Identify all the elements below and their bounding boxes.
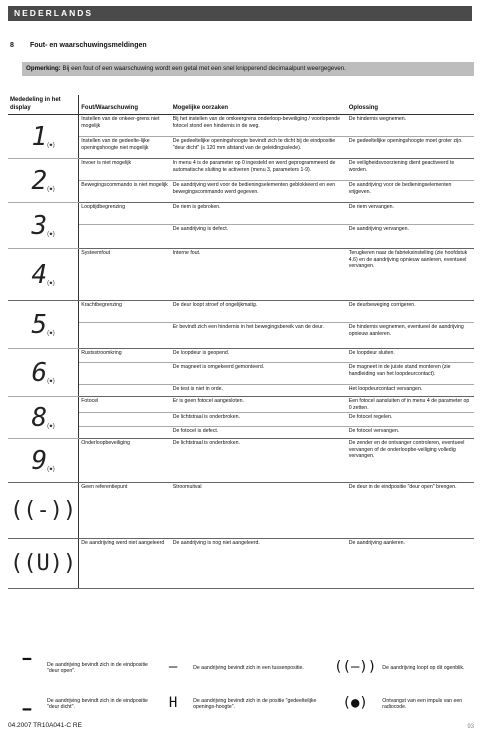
display-symbol-glyph: 4 — [31, 259, 48, 290]
table-row — [8, 363, 474, 385]
cell-fault: Instellen van de onkeer-grens niet mogelijk — [79, 115, 171, 137]
display-symbol — [8, 159, 79, 203]
display-symbol — [8, 301, 79, 349]
legend-text: De aandrijving bevindt zich in de eindpositie "deur open". — [47, 661, 148, 674]
cell-solution: De magneet in de juiste stand monteren (zie handleiding van het loopdeurcontact). — [347, 363, 474, 385]
display-symbol — [8, 349, 79, 397]
blinking-dot-icon: (●) — [47, 231, 55, 237]
table-row — [8, 539, 474, 589]
cell-fault: Onderloopbeveiliging — [79, 439, 171, 483]
cell-solution: De aandrijving vervangen. — [347, 225, 474, 249]
display-symbol-glyph: ((-)) — [10, 497, 77, 523]
cell-solution: De aandrijving voor de bedieningselementen vrijgeven. — [347, 181, 474, 203]
section-number: 8 — [10, 42, 14, 49]
blinking-dot-icon: (●) — [47, 280, 55, 286]
legend-table — [10, 650, 472, 722]
table-row — [8, 439, 474, 483]
display-symbol — [8, 439, 79, 483]
cell-fault — [79, 427, 171, 439]
cell-fault — [79, 225, 171, 249]
cell-solution: De deurbeweging corrigeren. — [347, 301, 474, 323]
legend-text: De aandrijving bevindt zich in de positie "gedeeltelijke openings-hoogte". — [193, 697, 317, 710]
cell-cause: Er bevindt zich een hindernis in het bewegingsbereik van de deur. — [171, 323, 347, 349]
cell-fault: De aandrijving werd niet aangeleerd — [79, 539, 171, 589]
legend-text: Ontvangst van een impuls van een radiocode. — [382, 697, 463, 710]
table-row — [8, 349, 474, 363]
display-symbol-glyph: 3 — [31, 210, 48, 241]
table-row — [8, 323, 474, 349]
display-symbol — [8, 483, 79, 539]
blinking-dot-icon: (●) — [47, 186, 55, 192]
cell-fault: Looptijdbegrenzing — [79, 203, 171, 225]
legend-symbol: – — [168, 659, 178, 676]
display-symbol-glyph: ((U)) — [10, 550, 77, 576]
blinking-dot-icon: (●) — [47, 423, 55, 429]
blinking-dot-icon: (●) — [47, 378, 55, 384]
blinking-dot-icon: (●) — [47, 466, 55, 472]
col-display: Mededeling in het display — [8, 95, 79, 115]
cell-solution: De fotocel vervangen. — [347, 427, 474, 439]
legend-symbol: ▁ — [22, 695, 32, 712]
note-box — [22, 62, 474, 76]
table-row — [8, 413, 474, 427]
cell-solution: Terugkeren naar de fabrieksinstelling (zie hoofdstuk 4.6) en de aandrijving opnieuw aanleren, eventueel vervangen. — [347, 249, 474, 301]
cell-cause: De loopdeur is geopend. — [171, 349, 347, 363]
note-label: Opmerking: — [26, 65, 61, 72]
cell-fault: Invoer is niet mogelijk — [79, 159, 171, 181]
table-row — [8, 397, 474, 413]
cell-fault — [79, 363, 171, 385]
cell-fault: Rustsstroomkring — [79, 349, 171, 363]
display-symbol-glyph: 1 — [31, 121, 48, 152]
display-symbol — [8, 539, 79, 589]
table-row — [8, 225, 474, 249]
table-row — [8, 203, 474, 225]
cell-cause: Interne fout. — [171, 249, 347, 301]
cell-cause: Bij het instellen van de omkeergrens onderloop-beveiliging / voorlopende fotocel stond een hindernis in de weg. — [171, 115, 347, 137]
section-title: Fout- en waarschuwingsmeldingen — [29, 42, 147, 49]
display-symbol — [8, 203, 79, 249]
cell-solution: De deur in de eindpositie "deur open" brengen. — [347, 483, 474, 539]
legend-text: De aandrijving bevindt zich in de eindpositie "deur dicht". — [47, 697, 148, 710]
note-text: Bij een fout of een waarschuwing wordt een getal met een snel knipperend decimaalpunt weergegeven. — [62, 65, 346, 72]
cell-solution: De zender en de ontvanger controleren, eventueel vervangen of de onderloopbe-veiliging volledig vervangen. — [347, 439, 474, 483]
legend-row — [10, 686, 472, 722]
cell-fault: Systeemfout — [79, 249, 171, 301]
cell-cause: De magneet is omgekeerd gemonteerd. — [171, 363, 347, 385]
section-heading — [10, 42, 147, 49]
display-symbol-glyph: 9 — [31, 445, 48, 476]
cell-solution: De hindernis wegnemen. — [347, 115, 474, 137]
legend-row — [10, 650, 472, 686]
cell-cause: De lichtstraal is onderbroken. — [171, 439, 347, 483]
table-row — [8, 385, 474, 397]
cell-cause: De riem is gebroken. — [171, 203, 347, 225]
legend-symbol: ((–)) — [334, 659, 377, 676]
table-row — [8, 181, 474, 203]
cell-fault: Geen referentiepunt — [79, 483, 171, 539]
display-symbol-glyph: 2 — [31, 165, 48, 196]
display-symbol-glyph: 5 — [31, 309, 48, 340]
cell-fault: Instellen van de gedeelte-lijke openingshoogte niet mogelijk — [79, 137, 171, 159]
blinking-dot-icon: (●) — [47, 142, 55, 148]
cell-cause: De aandrijving werd voor de bedieningselementen geblokkeerd en een bewegingscommando werd gegeven. — [171, 181, 347, 203]
cell-cause: De fotocel is defect. — [171, 427, 347, 439]
cell-cause: De aandrijving is nog niet aangeleerd. — [171, 539, 347, 589]
page-number: 93 — [467, 724, 474, 730]
cell-cause: Er is geen fotocel aangesloten. — [171, 397, 347, 413]
cell-solution: De aandrijving aanleren. — [347, 539, 474, 589]
language-header: NEDERLANDS — [8, 6, 472, 21]
cell-solution: Een fotocel aansluiten of in menu 4 de parameter op 0 zetten. — [347, 397, 474, 413]
cell-cause: De test is niet in orde. — [171, 385, 347, 397]
display-symbol — [8, 249, 79, 301]
cell-solution: De riem vervangen. — [347, 203, 474, 225]
cell-cause: Stroomuitval — [171, 483, 347, 539]
legend-text: De aandrijving loopt op dit ogenblik. — [382, 664, 465, 671]
cell-cause: In menu 4 is de parameter op 0 ingesteld en werd geprogrammeerd de automatische sluiting te activeren (menu 3, parameters 1-9). — [171, 159, 347, 181]
col-solution: Oplossing — [347, 95, 474, 115]
table-row — [8, 301, 474, 323]
display-symbol-glyph: 8 — [31, 402, 48, 433]
legend-symbol: H — [168, 695, 178, 712]
table-row — [8, 159, 474, 181]
col-fault: Fout/Waarschuwing — [79, 95, 171, 115]
cell-fault: Krachtbegrenzing — [79, 301, 171, 323]
cell-solution: Het loopdeurcontact vervangen. — [347, 385, 474, 397]
cell-fault: Bewegingscommando is niet mogelijk — [79, 181, 171, 203]
cell-cause: De gedeeltelijke openingshoogte bevindt zich te dicht bij de eindpositie "deur dicht" (≤ 120 mm afstand van de geleidingsslede). — [171, 137, 347, 159]
fault-table — [8, 95, 474, 589]
legend-symbol: ▔ — [22, 659, 32, 676]
table-row — [8, 427, 474, 439]
cell-cause: De deur loopt stroef of ongelijkmatig. — [171, 301, 347, 323]
display-symbol-glyph: 6 — [31, 357, 48, 388]
table-row — [8, 137, 474, 159]
legend-symbol: (●) — [342, 695, 368, 712]
cell-solution: De loopdeur sluiten. — [347, 349, 474, 363]
footer-doc-id: 04.2007 TR10A041-C RE — [8, 722, 82, 729]
cell-fault: Fotocel — [79, 397, 171, 413]
cell-fault — [79, 385, 171, 397]
cell-fault — [79, 413, 171, 427]
display-symbol — [8, 115, 79, 159]
table-row — [8, 483, 474, 539]
cell-cause: De aandrijving is defect. — [171, 225, 347, 249]
table-row — [8, 115, 474, 137]
cell-cause: De lichtstraal is onderbroken. — [171, 413, 347, 427]
cell-solution: De hindernis wegnemen, eventueel de aandrijving opnieuw aanleren. — [347, 323, 474, 349]
col-cause: Mogelijke oorzaken — [171, 95, 347, 115]
cell-solution: De fotocel regelen. — [347, 413, 474, 427]
table-row — [8, 249, 474, 301]
display-symbol — [8, 397, 79, 439]
cell-fault — [79, 323, 171, 349]
cell-solution: De veiligheidsvoorziening dient geactiveerd te worden. — [347, 159, 474, 181]
cell-solution: De gedeeltelijke openingshoogte moet groter zijn. — [347, 137, 474, 159]
legend-text: De aandrijving bevindt zich in een tussenpositie. — [193, 664, 304, 671]
blinking-dot-icon: (●) — [47, 330, 55, 336]
table-header-row — [8, 95, 474, 115]
